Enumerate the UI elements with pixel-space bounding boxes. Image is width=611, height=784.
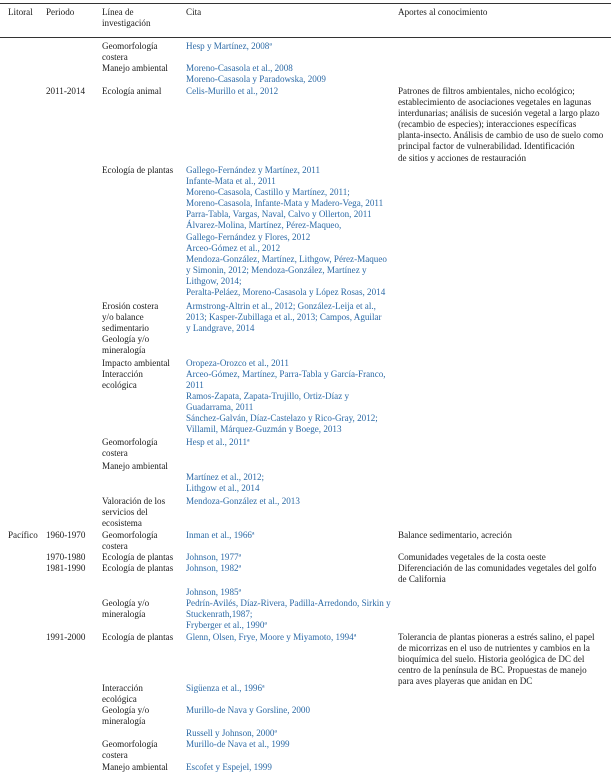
- cell-linea: [102, 165, 182, 176]
- cell-cita-line[interactable]: Gallego-Fernández y Martínez, 2011: [186, 165, 320, 175]
- cell-cita[interactable]: [186, 632, 394, 643]
- cell-linea: [102, 41, 182, 63]
- cell-linea-line: sedimentario: [102, 323, 149, 334]
- cell-linea-line: costera: [102, 52, 128, 63]
- cell-cita[interactable]: [186, 86, 394, 97]
- cell-cita-line[interactable]: Moreno-Casasola y Paradowska, 2009: [186, 74, 326, 85]
- cell-linea: [102, 496, 182, 529]
- cell-cita[interactable]: [186, 41, 394, 52]
- cell-linea: [102, 530, 182, 552]
- cell-cita-line[interactable]: Johnson, 1985ª: [186, 587, 242, 597]
- cell-cita-line[interactable]: Gallego-Fernández y Flores, 2012: [186, 231, 311, 242]
- cell-linea-line: Ecología de plantas: [102, 165, 174, 175]
- cell-linea: [102, 563, 182, 574]
- cell-linea-line: Geomorfología: [102, 437, 158, 447]
- cell-cita-line[interactable]: Russell y Johnson, 2000ª: [186, 728, 277, 738]
- cell-cita-line[interactable]: Ramos-Zapata, Zapata-Trujillo, Ortiz-Díaz y: [186, 391, 350, 402]
- cell-aportes-line: establecimiento de asociaciones vegetales en lagunas: [398, 97, 592, 108]
- cell-aportes: [398, 86, 608, 164]
- cell-linea: [102, 739, 182, 761]
- cell-cita-line[interactable]: Parra-Tabla, Vargas, Naval, Calvo y Ollerton, 2011: [186, 209, 372, 220]
- cell-linea-line: Erosión costera: [102, 301, 159, 311]
- cell-cita-line[interactable]: 2013; Kasper-Zubillaga et al., 2013; Campos, Aguilar: [186, 312, 382, 323]
- cell-linea-line: costera: [102, 541, 128, 552]
- cell-cita[interactable]: [186, 728, 394, 739]
- column-header-linea-line: investigación: [102, 18, 151, 29]
- cell-linea-line: costera: [102, 448, 128, 459]
- cell-cita-line[interactable]: Glenn, Olsen, Frye, Moore y Miyamoto, 1994ª: [186, 632, 357, 642]
- cell-aportes: [398, 552, 608, 563]
- cell-linea-line: mineralogía: [102, 716, 146, 727]
- cell-cita-line[interactable]: Murillo-de Nava et al., 1999: [186, 739, 290, 749]
- cell-linea: [102, 762, 182, 773]
- cell-cita-line[interactable]: Sigüenza et al., 1996ª: [186, 683, 265, 693]
- cell-linea-line: Geología y/o: [102, 705, 150, 715]
- cell-linea-line: Geomorfología: [102, 739, 158, 749]
- cell-cita-line[interactable]: Martínez et al., 2012;: [186, 472, 265, 482]
- cell-periodo: 1981-1990: [46, 563, 86, 573]
- cell-cita-line[interactable]: Arceo-Gómez, Martínez, Parra-Tabla y García-Franco,: [186, 369, 386, 379]
- cell-linea-line: Manejo ambiental: [102, 63, 168, 73]
- cell-cita[interactable]: [186, 472, 394, 494]
- cell-cita-line[interactable]: Peralta-Peláez, Moreno-Casasola y López Rosas, 2014: [186, 287, 386, 298]
- cell-linea-line: Manejo ambiental: [102, 461, 168, 471]
- cell-cita[interactable]: [186, 683, 394, 694]
- cell-linea-line: Ecología animal: [102, 86, 162, 96]
- cell-cita[interactable]: [186, 552, 394, 563]
- cell-linea-line: servicios del: [102, 507, 148, 518]
- cell-cita[interactable]: [186, 369, 394, 436]
- cell-cita-line[interactable]: Mendoza-González et al., 2013: [186, 496, 300, 506]
- cell-aportes: [398, 563, 608, 585]
- cell-linea: [102, 632, 182, 643]
- cell-aportes-line: de California: [398, 574, 446, 585]
- cell-cita[interactable]: [186, 739, 394, 750]
- cell-aportes-line: (recambio de especies); interacciones específicas: [398, 119, 577, 130]
- cell-cita-line[interactable]: 2011: [186, 380, 204, 391]
- cell-cita-line[interactable]: Mendoza-González, Martínez, Lithgow, Pérez-Maqueo: [186, 253, 387, 264]
- cell-aportes-line: Tolerancia de plantas pioneras a estrés salino, el papel: [398, 632, 595, 642]
- cell-cita-line[interactable]: Murillo-de Nava y Gorsline, 2000: [186, 705, 311, 715]
- cell-linea-line: Interacción: [102, 369, 143, 379]
- cell-linea: [102, 369, 182, 391]
- cell-cita[interactable]: [186, 301, 394, 334]
- cell-cita-line[interactable]: Johnson, 1982ª: [186, 563, 242, 573]
- cell-aportes: [398, 632, 608, 687]
- cell-cita-line[interactable]: Oropeza-Orozco et al., 2011: [186, 358, 289, 368]
- cell-cita-line[interactable]: Sánchez-Galván, Díaz-Castelazo y Rico-Gray, 2012;: [186, 413, 378, 424]
- cell-aportes-line: para aves playeras que anidan en DC: [398, 676, 533, 687]
- cell-cita[interactable]: [186, 762, 394, 773]
- cell-linea-line: ecosistema: [102, 518, 142, 529]
- cell-linea-line: Ecología de plantas: [102, 632, 174, 642]
- cell-cita[interactable]: [186, 165, 394, 298]
- cell-linea-line: y/o balance: [102, 312, 144, 323]
- cell-cita[interactable]: [186, 705, 394, 716]
- cell-cita-line[interactable]: Infante-Mata et al., 2011: [186, 176, 276, 187]
- cell-linea-line: Geología y/o: [102, 598, 150, 608]
- cell-cita-line[interactable]: Johnson, 1977ª: [186, 552, 242, 562]
- cell-cita-line[interactable]: y Simonin, 2012; Mendoza-González, Martínez y: [186, 264, 367, 275]
- cell-linea-line: Valoración de los: [102, 496, 166, 506]
- table-header: [0, 0, 611, 38]
- cell-linea: [102, 461, 182, 472]
- cell-aportes-line: interdunarias; análisis de sucesión vegetal a largo plazo: [398, 108, 600, 119]
- cell-linea-line: ecológica: [102, 380, 137, 391]
- cell-cita[interactable]: [186, 598, 394, 631]
- column-header-periodo: Periodo: [46, 7, 75, 17]
- cell-aportes-line: planta-insecto. Análisis de cambio de uso de suelo como: [398, 130, 604, 141]
- cell-periodo: 1970-1980: [46, 552, 86, 562]
- cell-cita-line[interactable]: Villamil, Márquez-Guzmán y Boege, 2013: [186, 424, 342, 435]
- cell-cita-line[interactable]: Pedrín-Avilés, Díaz-Rivera, Padilla-Arredondo, Sirkin y: [186, 598, 391, 608]
- cell-linea-line: Manejo ambiental: [102, 762, 168, 772]
- cell-cita[interactable]: [186, 587, 394, 598]
- cell-cita-line[interactable]: Lithgow et al., 2014: [186, 483, 260, 494]
- cell-aportes-line: bioquímica del suelo. Historia geológica de DC del: [398, 654, 585, 665]
- cell-cita-line[interactable]: Armstrong-Altrin et al., 2012; González-Leija et al.,: [186, 301, 376, 311]
- cell-cita[interactable]: [186, 530, 394, 541]
- cell-cita-line[interactable]: Moreno-Casasola, Castillo y Martínez, 2011;: [186, 187, 350, 198]
- column-header-linea: [102, 7, 182, 29]
- cell-aportes-line: Comunidades vegetales de la costa oeste: [398, 552, 546, 562]
- cell-periodo: 1960-1970: [46, 530, 86, 540]
- cell-linea-line: Geología y/o: [102, 334, 150, 345]
- cell-aportes-line: Patrones de filtros ambientales, nicho ecológico;: [398, 86, 575, 96]
- table-top-rule: [0, 3, 611, 4]
- cell-linea-line: ecológica: [102, 694, 137, 705]
- cell-cita[interactable]: [186, 496, 394, 507]
- cell-cita-line[interactable]: Guadarrama, 2011: [186, 402, 254, 413]
- cell-linea-line: mineralogía: [102, 609, 146, 620]
- cell-linea-line: Geomorfología: [102, 530, 158, 540]
- cell-cita[interactable]: [186, 563, 394, 574]
- cell-cita[interactable]: [186, 437, 394, 448]
- cell-linea: [102, 63, 182, 74]
- cell-linea: [102, 705, 182, 727]
- cell-linea-line: mineralogía: [102, 345, 146, 356]
- cell-linea: [102, 683, 182, 705]
- cell-linea: [102, 301, 182, 356]
- cell-linea: [102, 598, 182, 620]
- column-header-cita: Cita: [186, 7, 202, 17]
- cell-aportes: [398, 530, 608, 541]
- header-bottom-rule: [0, 37, 611, 38]
- cell-cita-line[interactable]: y Landgrave, 2014: [186, 323, 255, 334]
- column-header-aportes: Aportes al conocimiento: [398, 7, 488, 17]
- cell-aportes-line: principal factor de vulnerabilidad. Identificación: [398, 141, 575, 152]
- cell-cita-line[interactable]: Álvarez-Molina, Martínez, Pérez-Maqueo,: [186, 220, 342, 231]
- cell-linea-line: Impacto ambiental: [102, 358, 170, 368]
- cell-periodo: 2011-2014: [46, 86, 86, 96]
- cell-cita[interactable]: [186, 358, 394, 369]
- cell-linea: [102, 437, 182, 459]
- cell-linea: [102, 552, 182, 563]
- cell-periodo: 1991-2000: [46, 632, 86, 642]
- cell-linea-line: Ecología de plantas: [102, 552, 174, 562]
- cell-linea: [102, 86, 182, 97]
- cell-cita-line[interactable]: Moreno-Casasola et al., 2008: [186, 63, 293, 73]
- cell-linea-line: Ecología de plantas: [102, 563, 174, 573]
- cell-cita-line[interactable]: Hesp et al., 2011ª: [186, 437, 250, 447]
- cell-linea-line: Geomorfología: [102, 41, 158, 51]
- column-header-litoral: Litoral: [8, 7, 33, 17]
- column-header-linea-line: Línea de: [102, 7, 134, 17]
- cell-cita-line[interactable]: Hesp y Martínez, 2008ª: [186, 41, 272, 51]
- cell-cita-line[interactable]: Stuckenrath,1987;: [186, 609, 253, 620]
- cell-cita-line[interactable]: Inman et al., 1966ª: [186, 530, 255, 540]
- cell-cita-line[interactable]: Escofet y Espejel, 1999: [186, 762, 272, 772]
- cell-aportes-line: centro de la península de BC. Propuestas de manejo: [398, 665, 587, 676]
- cell-cita-line[interactable]: Arceo-Gómez et al., 2012: [186, 242, 281, 253]
- cell-linea: [102, 358, 182, 369]
- cell-aportes-line: Diferenciación de las comunidades vegetales del golfo: [398, 563, 597, 573]
- cell-cita-line[interactable]: Celis-Murillo et al., 2012: [186, 86, 279, 96]
- cell-aportes-line: Balance sedimentario, acreción: [398, 530, 512, 540]
- cell-cita[interactable]: [186, 63, 394, 85]
- cell-linea-line: Interacción: [102, 683, 143, 693]
- cell-aportes-line: de micorrizas en el uso de nutrientes y cambios en la: [398, 643, 590, 654]
- cell-linea-line: costera: [102, 750, 128, 761]
- cell-cita-line[interactable]: Moreno-Casasola, Infante-Mata y Madero-Vega, 2011: [186, 198, 384, 209]
- cell-cita-line[interactable]: Fryberger et al., 1990ª: [186, 620, 267, 631]
- cell-aportes-line: de sitios y acciones de restauración: [398, 152, 527, 163]
- cell-litoral: Pacífico: [8, 530, 38, 540]
- cell-cita-line[interactable]: Lithgow, 2014;: [186, 275, 242, 286]
